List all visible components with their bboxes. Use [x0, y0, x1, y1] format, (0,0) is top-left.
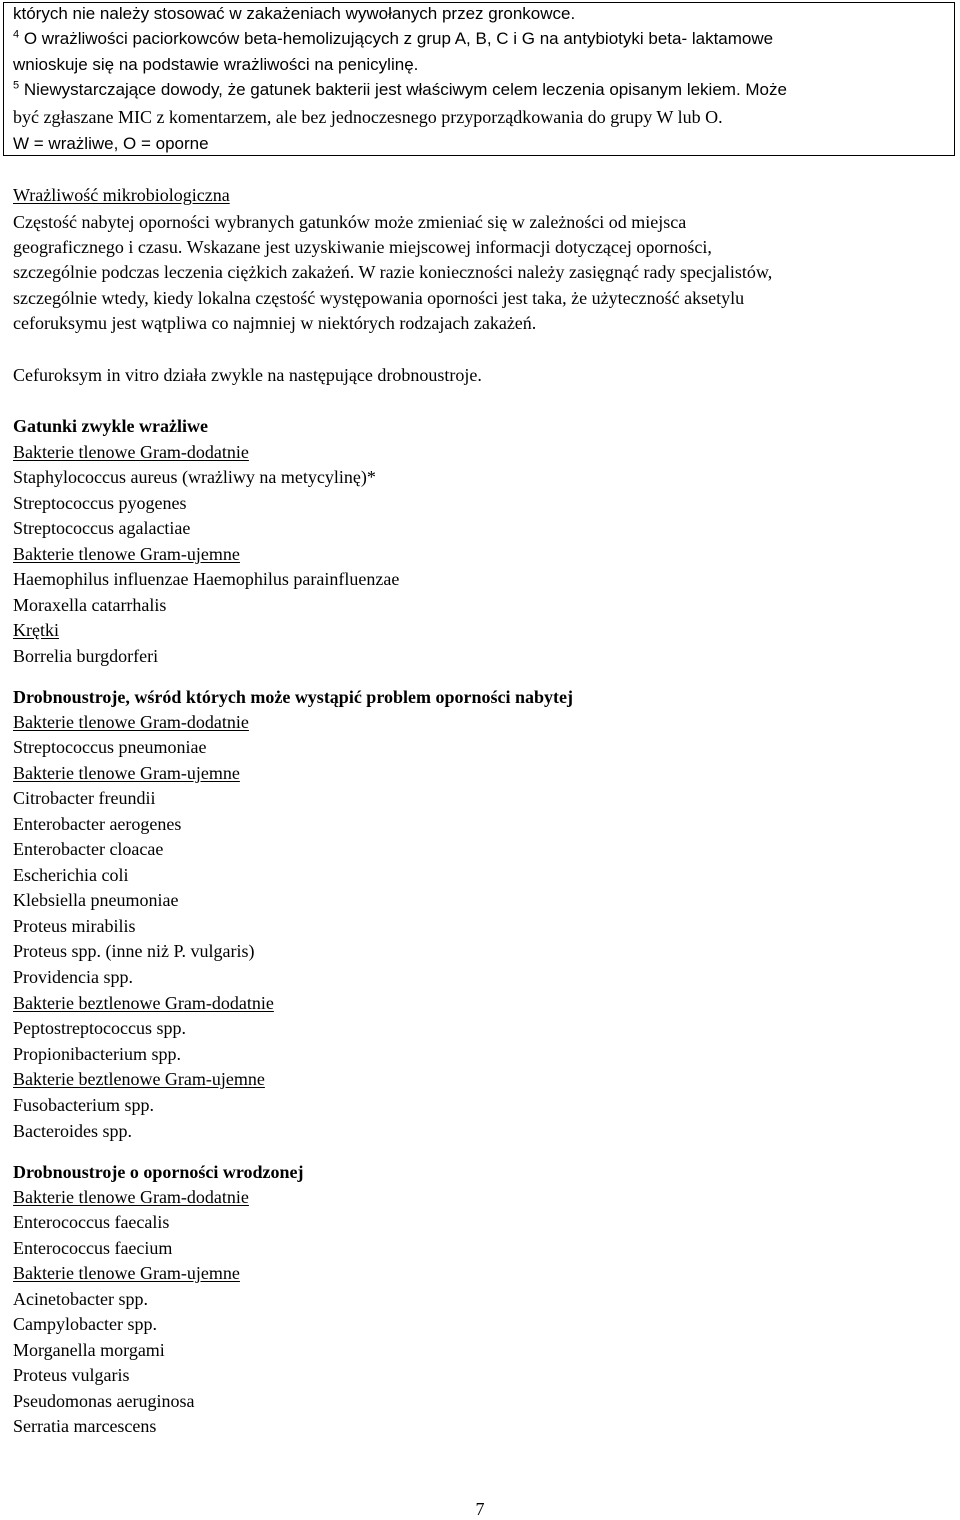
subgroup-heading: Bakterie tlenowe Gram-ujemne	[13, 763, 240, 783]
page-number: 7	[475, 1499, 485, 1519]
species-item: Proteus vulgaris	[13, 1365, 130, 1385]
section-title-acquired-resistance: Drobnoustroje, wśród których może wystąpić problem oporności nabytej	[13, 687, 573, 707]
subgroup-heading: Krętki	[13, 620, 59, 640]
species-item: Enterococcus faecalis	[13, 1212, 170, 1232]
species-item: Klebsiella pneumoniae	[13, 890, 179, 910]
subgroup-heading: Bakterie tlenowe Gram-dodatnie	[13, 442, 249, 462]
species-item: Streptococcus pyogenes	[13, 493, 187, 513]
species-item: Staphylococcus aureus (wrażliwy na metycylinę)*	[13, 467, 376, 487]
species-item: Morganella morgami	[13, 1340, 165, 1360]
section-title-intrinsic-resistance: Drobnoustroje o oporności wrodzonej	[13, 1162, 304, 1182]
species-item: Enterobacter aerogenes	[13, 814, 182, 834]
intro-sentence: Cefuroksym in vitro działa zwykle na następujące drobnoustroje.	[13, 365, 482, 385]
species-item: Escherichia coli	[13, 865, 129, 885]
species-item: Campylobacter spp.	[13, 1314, 157, 1334]
species-item: Proteus spp. (inne niż P. vulgaris)	[13, 941, 255, 961]
footnote-5	[13, 79, 787, 101]
footnote-4	[13, 28, 773, 50]
subgroup-heading: Bakterie beztlenowe Gram-dodatnie	[13, 993, 274, 1013]
subgroup-heading: Bakterie tlenowe Gram-ujemne	[13, 544, 240, 564]
species-item: Enterobacter cloacae	[13, 839, 164, 859]
footnote-5-marker: 5	[13, 79, 20, 92]
subgroup-heading: Bakterie tlenowe Gram-ujemne	[13, 1263, 240, 1283]
paragraph-line: geograficznego i czasu. Wskazane jest uzyskiwanie miejscowej informacji dotyczącej oporności,	[13, 237, 712, 257]
species-item: Proteus mirabilis	[13, 916, 136, 936]
species-item: Streptococcus agalactiae	[13, 518, 191, 538]
species-item: Providencia spp.	[13, 967, 133, 987]
paragraph-line: szczególnie podczas leczenia ciężkich zakażeń. W razie konieczności należy zasięgnąć rady specjalistów,	[13, 262, 773, 282]
species-item: Bacteroides spp.	[13, 1121, 132, 1141]
species-item: Haemophilus influenzae Haemophilus parainfluenzae	[13, 569, 400, 589]
species-item: Enterococcus faecium	[13, 1238, 173, 1258]
species-item: Propionibacterium spp.	[13, 1044, 181, 1064]
footnote-5-line2: być zgłaszane MIC z komentarzem, ale bez jednoczesnego przyporządkowania do grupy W lub O.	[13, 107, 723, 127]
subgroup-heading: Bakterie beztlenowe Gram-ujemne	[13, 1069, 265, 1089]
species-item: Peptostreptococcus spp.	[13, 1018, 186, 1038]
species-item: Borrelia burgdorferi	[13, 646, 159, 666]
footnote-4-line2: wnioskuje się na podstawie wrażliwości na penicylinę.	[13, 55, 419, 74]
footnote-5-text: Niewystarczające dowody, że gatunek bakterii jest właściwym celem leczenia opisanym lekiem. Może	[23, 80, 787, 99]
species-item: Acinetobacter spp.	[13, 1289, 148, 1309]
species-item: Fusobacterium spp.	[13, 1095, 154, 1115]
species-item: Pseudomonas aeruginosa	[13, 1391, 195, 1411]
paragraph-line: Częstość nabytej oporności wybranych gatunków może zmieniać się w zależności od miejsca	[13, 212, 687, 232]
subgroup-heading: Bakterie tlenowe Gram-dodatnie	[13, 712, 249, 732]
footnote-legend: W = wrażliwe, O = oporne	[13, 134, 209, 153]
footnote-continuation: których nie należy stosować w zakażeniach wywołanych przez gronkowce.	[13, 4, 576, 23]
species-item: Streptococcus pneumoniae	[13, 737, 207, 757]
footnote-4-marker: 4	[13, 28, 20, 41]
paragraph-line: ceforuksymu jest wątpliwa co najmniej w niektórych rodzajach zakażeń.	[13, 313, 537, 333]
footnote-4-text: O wrażliwości paciorkowców beta-hemolizujących z grup A, B, C i G na antybiotyki beta- laktamowe	[23, 29, 774, 48]
section-title-susceptible: Gatunki zwykle wrażliwe	[13, 416, 208, 436]
susceptibility-heading: Wrażliwość mikrobiologiczna	[13, 185, 230, 205]
paragraph-line: szczególnie wtedy, kiedy lokalna częstość występowania oporności jest taka, że użyteczność aksetylu	[13, 288, 745, 308]
species-item: Citrobacter freundii	[13, 788, 156, 808]
species-item: Serratia marcescens	[13, 1416, 157, 1436]
species-item: Moraxella catarrhalis	[13, 595, 167, 615]
subgroup-heading: Bakterie tlenowe Gram-dodatnie	[13, 1187, 249, 1207]
